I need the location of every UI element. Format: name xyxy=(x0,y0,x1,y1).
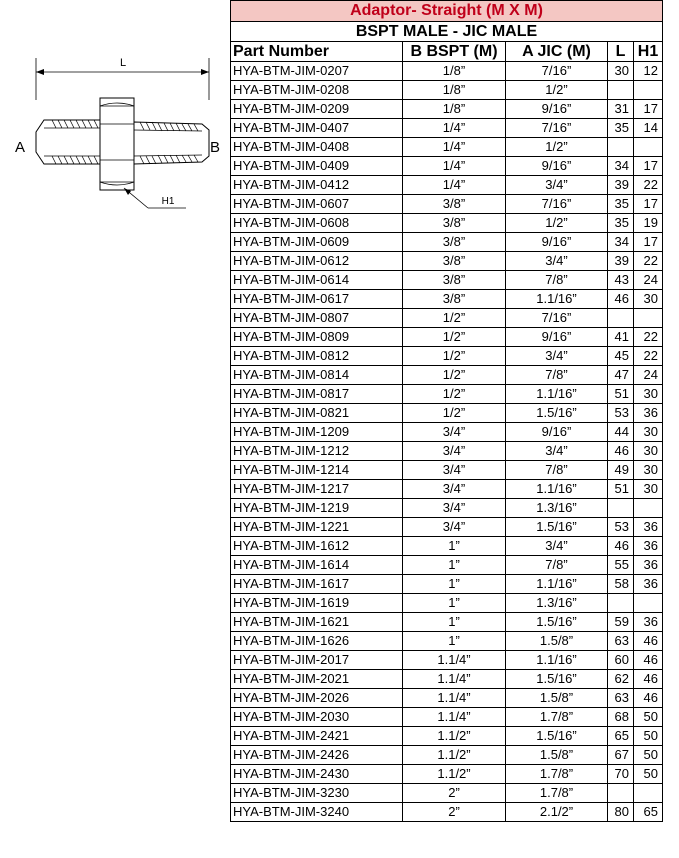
a-jic-cell: 1.5/16” xyxy=(506,670,608,689)
table-title: Adaptor- Straight (M X M) xyxy=(231,1,663,22)
b-bspt-cell: 1/2” xyxy=(403,347,506,366)
header-h1: H1 xyxy=(634,42,663,62)
b-bspt-cell: 1/2” xyxy=(403,328,506,347)
l-cell: 35 xyxy=(608,195,634,214)
a-jic-cell: 1.3/16” xyxy=(506,594,608,613)
h1-cell: 12 xyxy=(634,62,663,81)
h1-cell: 14 xyxy=(634,119,663,138)
a-end-label: A xyxy=(14,139,26,156)
l-cell xyxy=(608,499,634,518)
h1-cell xyxy=(634,594,663,613)
part-number-cell: HYA-BTM-JIM-0609 xyxy=(231,233,403,252)
part-number-cell: HYA-BTM-JIM-2017 xyxy=(231,651,403,670)
b-bspt-cell: 3/8” xyxy=(403,290,506,309)
l-cell: 39 xyxy=(608,176,634,195)
table-row xyxy=(231,727,663,746)
table-subtitle-row xyxy=(231,22,663,42)
a-jic-cell: 1.3/16” xyxy=(506,499,608,518)
part-number-cell: HYA-BTM-JIM-1217 xyxy=(231,480,403,499)
b-bspt-cell: 3/4” xyxy=(403,480,506,499)
h1-cell: 50 xyxy=(634,746,663,765)
b-bspt-cell: 1/4” xyxy=(403,176,506,195)
header-b-bspt: B BSPT (M) xyxy=(403,42,506,62)
l-cell: 55 xyxy=(608,556,634,575)
table-row xyxy=(231,784,663,803)
a-jic-cell: 9/16” xyxy=(506,100,608,119)
l-cell: 44 xyxy=(608,423,634,442)
table-row xyxy=(231,613,663,632)
l-cell: 80 xyxy=(608,803,634,822)
b-bspt-cell: 1/4” xyxy=(403,138,506,157)
b-bspt-cell: 1.1/4” xyxy=(403,670,506,689)
h1-cell: 46 xyxy=(634,632,663,651)
l-cell xyxy=(608,309,634,328)
b-bspt-cell: 3/4” xyxy=(403,442,506,461)
l-cell: 34 xyxy=(608,233,634,252)
a-jic-cell: 1.1/16” xyxy=(506,385,608,404)
part-number-cell: HYA-BTM-JIM-0814 xyxy=(231,366,403,385)
l-cell: 41 xyxy=(608,328,634,347)
part-number-cell: HYA-BTM-JIM-1219 xyxy=(231,499,403,518)
l-dimension-label: L xyxy=(119,57,127,69)
b-bspt-cell: 1” xyxy=(403,556,506,575)
h1-cell: 17 xyxy=(634,195,663,214)
table-row xyxy=(231,537,663,556)
table-row xyxy=(231,803,663,822)
header-part-number: Part Number xyxy=(231,42,403,62)
part-number-cell: HYA-BTM-JIM-3240 xyxy=(231,803,403,822)
a-jic-cell: 2.1/2” xyxy=(506,803,608,822)
a-jic-cell: 1.1/16” xyxy=(506,651,608,670)
part-number-cell: HYA-BTM-JIM-2026 xyxy=(231,689,403,708)
part-number-cell: HYA-BTM-JIM-2030 xyxy=(231,708,403,727)
h1-cell: 30 xyxy=(634,461,663,480)
table-row xyxy=(231,423,663,442)
l-cell: 51 xyxy=(608,385,634,404)
a-jic-cell: 1.5/16” xyxy=(506,613,608,632)
a-jic-cell: 3/4” xyxy=(506,252,608,271)
h1-cell: 36 xyxy=(634,556,663,575)
part-number-cell: HYA-BTM-JIM-1209 xyxy=(231,423,403,442)
l-cell: 53 xyxy=(608,404,634,423)
a-jic-cell: 1/2” xyxy=(506,214,608,233)
part-number-cell: HYA-BTM-JIM-0807 xyxy=(231,309,403,328)
table-row xyxy=(231,214,663,233)
a-jic-cell: 1.5/16” xyxy=(506,727,608,746)
table-row xyxy=(231,309,663,328)
l-cell: 70 xyxy=(608,765,634,784)
part-number-cell: HYA-BTM-JIM-0407 xyxy=(231,119,403,138)
b-bspt-cell: 1.1/2” xyxy=(403,765,506,784)
a-jic-cell: 9/16” xyxy=(506,157,608,176)
b-bspt-cell: 1/8” xyxy=(403,100,506,119)
part-number-cell: HYA-BTM-JIM-0208 xyxy=(231,81,403,100)
a-jic-cell: 1.5/8” xyxy=(506,746,608,765)
b-bspt-cell: 3/4” xyxy=(403,423,506,442)
a-jic-cell: 1.7/8” xyxy=(506,784,608,803)
l-cell: 49 xyxy=(608,461,634,480)
a-jic-cell: 1.5/16” xyxy=(506,404,608,423)
h1-cell xyxy=(634,784,663,803)
l-cell: 53 xyxy=(608,518,634,537)
table-row xyxy=(231,176,663,195)
h1-cell: 30 xyxy=(634,423,663,442)
table-header-row xyxy=(231,42,663,62)
a-jic-cell: 9/16” xyxy=(506,233,608,252)
b-bspt-cell: 1/2” xyxy=(403,385,506,404)
part-number-cell: HYA-BTM-JIM-1614 xyxy=(231,556,403,575)
l-cell: 51 xyxy=(608,480,634,499)
a-jic-cell: 1.5/16” xyxy=(506,518,608,537)
l-cell: 45 xyxy=(608,347,634,366)
table-row xyxy=(231,746,663,765)
l-cell: 47 xyxy=(608,366,634,385)
table-row xyxy=(231,252,663,271)
h1-cell: 46 xyxy=(634,689,663,708)
h1-cell: 36 xyxy=(634,518,663,537)
b-bspt-cell: 1.1/4” xyxy=(403,651,506,670)
table-row xyxy=(231,138,663,157)
table-row xyxy=(231,442,663,461)
b-bspt-cell: 1” xyxy=(403,632,506,651)
b-bspt-cell: 2” xyxy=(403,803,506,822)
part-number-cell: HYA-BTM-JIM-1214 xyxy=(231,461,403,480)
b-bspt-cell: 1/2” xyxy=(403,404,506,423)
h1-cell: 36 xyxy=(634,575,663,594)
part-number-cell: HYA-BTM-JIM-0809 xyxy=(231,328,403,347)
l-cell: 46 xyxy=(608,290,634,309)
b-bspt-cell: 1” xyxy=(403,594,506,613)
l-cell: 35 xyxy=(608,119,634,138)
a-jic-cell: 9/16” xyxy=(506,328,608,347)
h1-cell: 36 xyxy=(634,404,663,423)
h1-cell: 22 xyxy=(634,252,663,271)
a-jic-cell: 7/8” xyxy=(506,271,608,290)
b-bspt-cell: 1/2” xyxy=(403,366,506,385)
l-cell: 65 xyxy=(608,727,634,746)
part-number-cell: HYA-BTM-JIM-2021 xyxy=(231,670,403,689)
h1-cell: 65 xyxy=(634,803,663,822)
a-jic-cell: 7/8” xyxy=(506,461,608,480)
a-jic-cell: 3/4” xyxy=(506,537,608,556)
b-bspt-cell: 1” xyxy=(403,537,506,556)
part-number-cell: HYA-BTM-JIM-0812 xyxy=(231,347,403,366)
h1-cell: 30 xyxy=(634,290,663,309)
table-row xyxy=(231,404,663,423)
b-bspt-cell: 1/4” xyxy=(403,157,506,176)
a-jic-cell: 1.1/16” xyxy=(506,290,608,309)
header-l: L xyxy=(608,42,634,62)
a-jic-cell: 7/8” xyxy=(506,366,608,385)
b-bspt-cell: 1/8” xyxy=(403,81,506,100)
part-number-cell: HYA-BTM-JIM-1621 xyxy=(231,613,403,632)
fitting-drawing xyxy=(0,40,228,220)
part-number-cell: HYA-BTM-JIM-1619 xyxy=(231,594,403,613)
table-row xyxy=(231,366,663,385)
table-subtitle: BSPT MALE - JIC MALE xyxy=(231,22,663,42)
a-jic-cell: 3/4” xyxy=(506,442,608,461)
part-number-cell: HYA-BTM-JIM-0409 xyxy=(231,157,403,176)
part-number-cell: HYA-BTM-JIM-3230 xyxy=(231,784,403,803)
a-jic-cell: 9/16” xyxy=(506,423,608,442)
table-row xyxy=(231,290,663,309)
part-number-cell: HYA-BTM-JIM-1612 xyxy=(231,537,403,556)
h1-cell: 17 xyxy=(634,100,663,119)
h1-cell: 22 xyxy=(634,176,663,195)
b-bspt-cell: 1.1/4” xyxy=(403,689,506,708)
table-row xyxy=(231,100,663,119)
table-row xyxy=(231,461,663,480)
b-bspt-cell: 1.1/4” xyxy=(403,708,506,727)
l-cell: 43 xyxy=(608,271,634,290)
b-bspt-cell: 3/4” xyxy=(403,499,506,518)
l-cell: 34 xyxy=(608,157,634,176)
h1-cell: 19 xyxy=(634,214,663,233)
l-cell xyxy=(608,594,634,613)
h1-cell xyxy=(634,138,663,157)
b-bspt-cell: 3/8” xyxy=(403,214,506,233)
b-bspt-cell: 1/2” xyxy=(403,309,506,328)
h1-cell: 36 xyxy=(634,537,663,556)
b-bspt-cell: 3/8” xyxy=(403,195,506,214)
h1-cell: 30 xyxy=(634,442,663,461)
part-number-cell: HYA-BTM-JIM-0607 xyxy=(231,195,403,214)
l-cell: 59 xyxy=(608,613,634,632)
h1-cell: 22 xyxy=(634,347,663,366)
b-bspt-cell: 3/4” xyxy=(403,518,506,537)
b-bspt-cell: 1.1/2” xyxy=(403,746,506,765)
table-row xyxy=(231,119,663,138)
a-jic-cell: 1.7/8” xyxy=(506,708,608,727)
a-jic-cell: 1.5/8” xyxy=(506,689,608,708)
l-cell: 35 xyxy=(608,214,634,233)
table-row xyxy=(231,708,663,727)
a-jic-cell: 7/8” xyxy=(506,556,608,575)
h1-cell: 17 xyxy=(634,157,663,176)
table-row xyxy=(231,347,663,366)
a-jic-cell: 7/16” xyxy=(506,195,608,214)
table-row xyxy=(231,765,663,784)
h1-cell: 30 xyxy=(634,480,663,499)
part-number-cell: HYA-BTM-JIM-0207 xyxy=(231,62,403,81)
l-cell xyxy=(608,138,634,157)
a-jic-cell: 1.7/8” xyxy=(506,765,608,784)
h1-cell xyxy=(634,81,663,100)
h1-cell: 46 xyxy=(634,651,663,670)
l-cell xyxy=(608,81,634,100)
table-row xyxy=(231,518,663,537)
b-bspt-cell: 2” xyxy=(403,784,506,803)
b-bspt-cell: 1.1/2” xyxy=(403,727,506,746)
h1-cell: 30 xyxy=(634,385,663,404)
b-bspt-cell: 3/4” xyxy=(403,461,506,480)
h1-cell: 36 xyxy=(634,613,663,632)
b-bspt-cell: 1” xyxy=(403,575,506,594)
part-number-cell: HYA-BTM-JIM-1626 xyxy=(231,632,403,651)
l-cell: 30 xyxy=(608,62,634,81)
part-number-cell: HYA-BTM-JIM-0408 xyxy=(231,138,403,157)
l-cell: 31 xyxy=(608,100,634,119)
a-jic-cell: 1/2” xyxy=(506,138,608,157)
h1-dimension-label: H1 xyxy=(161,196,175,207)
part-number-cell: HYA-BTM-JIM-2430 xyxy=(231,765,403,784)
h1-cell: 46 xyxy=(634,670,663,689)
a-jic-cell: 7/16” xyxy=(506,309,608,328)
table-row xyxy=(231,499,663,518)
table-row xyxy=(231,632,663,651)
a-jic-cell: 1.1/16” xyxy=(506,575,608,594)
a-jic-cell: 7/16” xyxy=(506,119,608,138)
part-number-cell: HYA-BTM-JIM-1221 xyxy=(231,518,403,537)
table-row xyxy=(231,62,663,81)
b-bspt-cell: 1/8” xyxy=(403,62,506,81)
part-number-cell: HYA-BTM-JIM-0612 xyxy=(231,252,403,271)
l-cell: 60 xyxy=(608,651,634,670)
table-row xyxy=(231,195,663,214)
part-number-cell: HYA-BTM-JIM-1212 xyxy=(231,442,403,461)
a-jic-cell: 1.1/16” xyxy=(506,480,608,499)
table-row xyxy=(231,556,663,575)
table-row xyxy=(231,670,663,689)
part-number-cell: HYA-BTM-JIM-0614 xyxy=(231,271,403,290)
table-row xyxy=(231,480,663,499)
part-number-cell: HYA-BTM-JIM-0617 xyxy=(231,290,403,309)
b-bspt-cell: 3/8” xyxy=(403,271,506,290)
table-row xyxy=(231,81,663,100)
l-cell: 68 xyxy=(608,708,634,727)
b-end-label: B xyxy=(209,139,221,156)
a-jic-cell: 3/4” xyxy=(506,347,608,366)
part-number-cell: HYA-BTM-JIM-0608 xyxy=(231,214,403,233)
table-row xyxy=(231,385,663,404)
part-number-cell: HYA-BTM-JIM-0209 xyxy=(231,100,403,119)
table-row xyxy=(231,594,663,613)
table-row xyxy=(231,157,663,176)
b-bspt-cell: 1/4” xyxy=(403,119,506,138)
b-bspt-cell: 1” xyxy=(403,613,506,632)
table-row xyxy=(231,575,663,594)
l-cell: 62 xyxy=(608,670,634,689)
a-jic-cell: 1/2” xyxy=(506,81,608,100)
part-number-cell: HYA-BTM-JIM-0821 xyxy=(231,404,403,423)
h1-cell: 24 xyxy=(634,271,663,290)
table-row xyxy=(231,233,663,252)
part-number-cell: HYA-BTM-JIM-0817 xyxy=(231,385,403,404)
l-cell: 46 xyxy=(608,442,634,461)
h1-cell: 24 xyxy=(634,366,663,385)
a-jic-cell: 7/16” xyxy=(506,62,608,81)
h1-cell: 50 xyxy=(634,727,663,746)
l-cell: 39 xyxy=(608,252,634,271)
h1-cell xyxy=(634,309,663,328)
l-cell xyxy=(608,784,634,803)
h1-cell xyxy=(634,499,663,518)
l-cell: 67 xyxy=(608,746,634,765)
table-row xyxy=(231,271,663,290)
b-bspt-cell: 3/8” xyxy=(403,233,506,252)
a-jic-cell: 1.5/8” xyxy=(506,632,608,651)
a-jic-cell: 3/4” xyxy=(506,176,608,195)
l-cell: 46 xyxy=(608,537,634,556)
h1-cell: 50 xyxy=(634,708,663,727)
l-cell: 63 xyxy=(608,689,634,708)
l-cell: 63 xyxy=(608,632,634,651)
table-row xyxy=(231,689,663,708)
spec-table xyxy=(230,0,663,822)
h1-cell: 17 xyxy=(634,233,663,252)
table-title-row xyxy=(231,1,663,22)
b-bspt-cell: 3/8” xyxy=(403,252,506,271)
h1-cell: 50 xyxy=(634,765,663,784)
part-number-cell: HYA-BTM-JIM-0412 xyxy=(231,176,403,195)
h1-cell: 22 xyxy=(634,328,663,347)
header-a-jic: A JIC (M) xyxy=(506,42,608,62)
table-row xyxy=(231,328,663,347)
part-number-cell: HYA-BTM-JIM-2421 xyxy=(231,727,403,746)
table-row xyxy=(231,651,663,670)
part-number-cell: HYA-BTM-JIM-1617 xyxy=(231,575,403,594)
part-number-cell: HYA-BTM-JIM-2426 xyxy=(231,746,403,765)
l-cell: 58 xyxy=(608,575,634,594)
